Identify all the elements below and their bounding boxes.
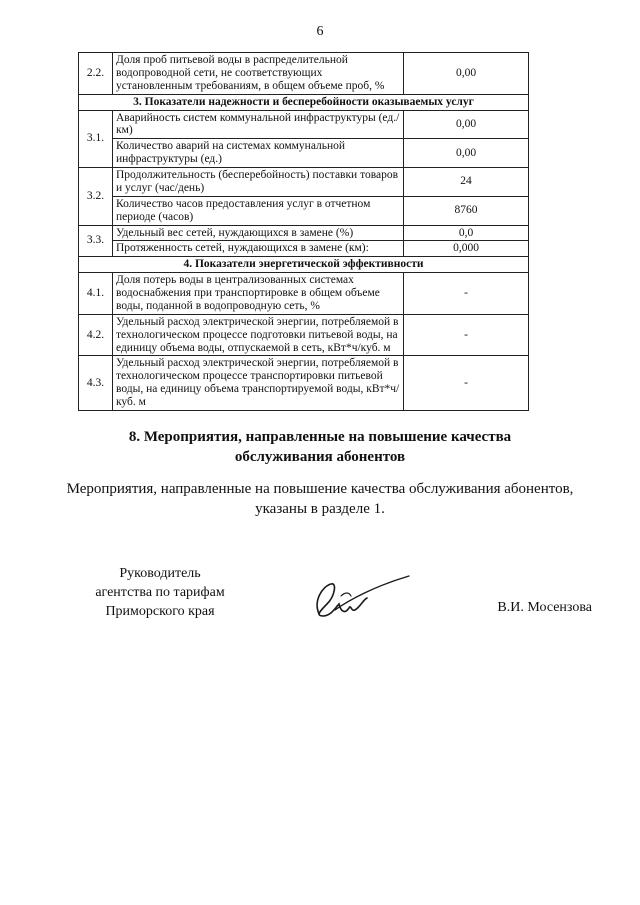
table-row — [79, 110, 529, 139]
row-label: Количество аварий на системах коммунальной инфраструктуры (ед.) — [113, 139, 404, 168]
text-line: Мероприятия, направленные на повышение качества обслуживания абонентов, — [66, 481, 574, 497]
table-row — [79, 168, 529, 197]
text-line: указаны в разделе 1. — [255, 500, 385, 517]
section-8-text — [40, 480, 600, 519]
section-title: 4. Показатели энергетической эффективности — [79, 257, 529, 273]
section-8-heading — [40, 428, 600, 467]
row-value: 0,00 — [404, 53, 529, 95]
title-line: Приморского края — [105, 603, 215, 619]
table-row — [79, 53, 529, 95]
row-label: Удельный вес сетей, нуждающихся в замене (%) — [113, 225, 404, 241]
signatory-name: В.И. Мосензова — [497, 600, 592, 615]
title-line: агентства по тарифам — [95, 584, 225, 600]
row-label: Доля потерь воды в централизованных системах водоснабжения при транспортировке в общем объеме воды, поданной в водопроводную сеть, % — [113, 273, 404, 315]
row-value: - — [404, 273, 529, 315]
table-row — [79, 273, 529, 315]
row-value: 0,00 — [404, 110, 529, 139]
row-label: Количество часов предоставления услуг в отчетном периоде (часов) — [113, 196, 404, 225]
table-row — [79, 139, 529, 168]
row-label: Аварийность систем коммунальной инфраструктуры (ед./км) — [113, 110, 404, 139]
row-number: 3.1. — [79, 110, 113, 168]
row-label: Протяженность сетей, нуждающихся в замене (км): — [113, 241, 404, 257]
row-label: Удельный расход электрической энергии, потребляемой в технологическом процессе транспортировки питьевой воды, на единицу объема транспортируемой воды, кВт*ч/куб. м — [113, 356, 404, 411]
row-label: Продолжительность (бесперебойность) поставки товаров и услуг (час/день) — [113, 168, 404, 197]
table-row — [79, 356, 529, 411]
row-number: 3.2. — [79, 168, 113, 226]
row-number: 4.3. — [79, 356, 113, 411]
table-row — [79, 241, 529, 257]
row-label: Удельный расход электрической энергии, потребляемой в технологическом процессе подготовки питьевой воды, на единицу объема воды, отпускаемой в сеть, кВт*ч/куб. м — [113, 314, 404, 356]
row-value: 0,000 — [404, 241, 529, 257]
signatory-title — [70, 565, 250, 622]
indicators-table — [78, 52, 529, 411]
table-row — [79, 314, 529, 356]
page-number: 6 — [316, 24, 324, 39]
section-title: 3. Показатели надежности и бесперебойности оказываемых услуг — [79, 94, 529, 110]
table-row — [79, 225, 529, 241]
row-number: 4.2. — [79, 314, 113, 356]
row-number: 3.3. — [79, 225, 113, 257]
row-value: 0,00 — [404, 139, 529, 168]
row-number: 4.1. — [79, 273, 113, 315]
heading-line: 8. Мероприятия, направленные на повышение качества — [128, 429, 512, 445]
heading-line: обслуживания абонентов — [234, 448, 406, 465]
row-value: 24 — [404, 168, 529, 197]
title-line: Руководитель — [119, 566, 201, 581]
handwritten-signature — [305, 570, 415, 630]
row-value: - — [404, 356, 529, 411]
row-value: 8760 — [404, 196, 529, 225]
row-value: - — [404, 314, 529, 356]
row-number: 2.2. — [79, 53, 113, 95]
table-row — [79, 196, 529, 225]
section-header-row — [79, 94, 529, 110]
row-label: Доля проб питьевой воды в распределительной водопроводной сети, не соответствующих установленным требованиям, в общем объеме проб, % — [113, 53, 404, 95]
section-header-row — [79, 257, 529, 273]
row-value: 0,0 — [404, 225, 529, 241]
